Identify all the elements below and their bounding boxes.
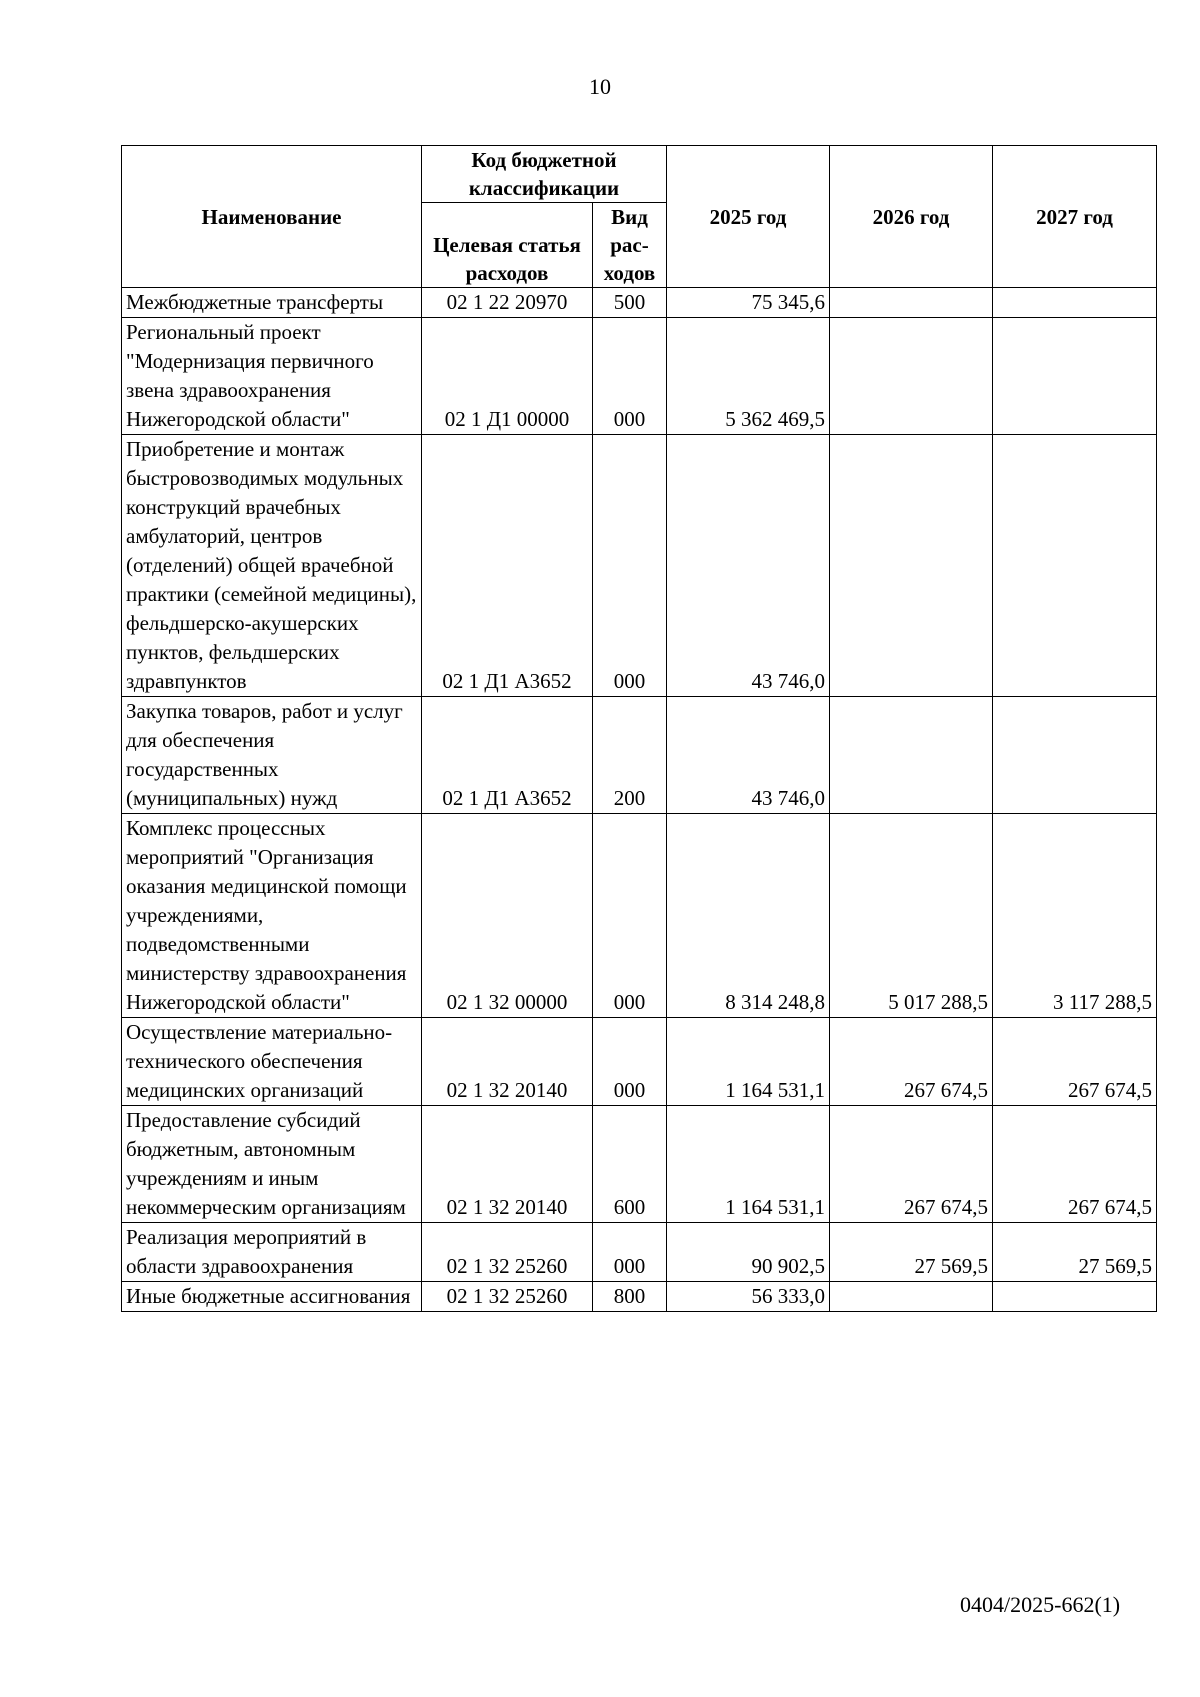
table-row bbox=[122, 1282, 1157, 1312]
budget-table bbox=[121, 145, 1157, 1312]
cell-2026: 5 017 288,5 bbox=[830, 814, 993, 1018]
cell-target-article: 02 1 Д1 А3652 bbox=[422, 435, 593, 697]
table-body bbox=[122, 288, 1157, 1312]
cell-expense-kind: 600 bbox=[593, 1106, 667, 1223]
cell-target-article: 02 1 32 00000 bbox=[422, 814, 593, 1018]
cell-name: Предоставление субсидий бюджетным, автономным учреждениям и иным некоммерческим организациям bbox=[122, 1106, 422, 1223]
table-row bbox=[122, 814, 1157, 1018]
cell-2027: 3 117 288,5 bbox=[993, 814, 1157, 1018]
cell-name: Закупка товаров, работ и услуг для обеспечения государственных (муниципальных) нужд bbox=[122, 697, 422, 814]
cell-name: Межбюджетные трансферты bbox=[122, 288, 422, 318]
cell-2026 bbox=[830, 318, 993, 435]
cell-2026: 27 569,5 bbox=[830, 1223, 993, 1282]
header-2026: 2026 год bbox=[830, 146, 993, 288]
header-code-group: Код бюджетной классификации bbox=[422, 146, 667, 203]
cell-2025: 1 164 531,1 bbox=[667, 1106, 830, 1223]
table-row bbox=[122, 1223, 1157, 1282]
cell-2025: 1 164 531,1 bbox=[667, 1018, 830, 1106]
cell-2026 bbox=[830, 697, 993, 814]
cell-2027: 27 569,5 bbox=[993, 1223, 1157, 1282]
table-row bbox=[122, 697, 1157, 814]
cell-expense-kind: 200 bbox=[593, 697, 667, 814]
cell-expense-kind: 000 bbox=[593, 435, 667, 697]
cell-expense-kind: 000 bbox=[593, 318, 667, 435]
cell-2025: 90 902,5 bbox=[667, 1223, 830, 1282]
document-number: 0404/2025-662(1) bbox=[960, 1592, 1121, 1617]
cell-name: Приобретение и монтаж быстровозводимых модульных конструкций врачебных амбулаторий, центров (отделений) общей врачебной практики (семейной медицины), фельдшерско-акушерских пунктов, фельдшерских здравпунктов bbox=[122, 435, 422, 697]
header-2025: 2025 год bbox=[667, 146, 830, 288]
page-number: 10 bbox=[589, 74, 611, 99]
cell-target-article: 02 1 22 20970 bbox=[422, 288, 593, 318]
cell-2027 bbox=[993, 318, 1157, 435]
cell-2027 bbox=[993, 697, 1157, 814]
cell-name: Региональный проект "Модернизация первичного звена здравоохранения Нижегородской области" bbox=[122, 318, 422, 435]
cell-target-article: 02 1 Д1 00000 bbox=[422, 318, 593, 435]
cell-target-article: 02 1 32 25260 bbox=[422, 1282, 593, 1312]
header-expense-kind: Вид рас-ходов bbox=[593, 203, 667, 288]
table-row bbox=[122, 318, 1157, 435]
header-target-article: Целевая статья расходов bbox=[422, 203, 593, 288]
table-row bbox=[122, 1018, 1157, 1106]
cell-2025: 43 746,0 bbox=[667, 697, 830, 814]
cell-expense-kind: 000 bbox=[593, 1223, 667, 1282]
cell-target-article: 02 1 32 20140 bbox=[422, 1018, 593, 1106]
cell-target-article: 02 1 32 25260 bbox=[422, 1223, 593, 1282]
cell-2027: 267 674,5 bbox=[993, 1106, 1157, 1223]
cell-2027 bbox=[993, 1282, 1157, 1312]
cell-expense-kind: 000 bbox=[593, 814, 667, 1018]
cell-expense-kind: 800 bbox=[593, 1282, 667, 1312]
header-2027: 2027 год bbox=[993, 146, 1157, 288]
cell-2026 bbox=[830, 435, 993, 697]
cell-2025: 8 314 248,8 bbox=[667, 814, 830, 1018]
cell-expense-kind: 500 bbox=[593, 288, 667, 318]
cell-2025: 75 345,6 bbox=[667, 288, 830, 318]
cell-2026: 267 674,5 bbox=[830, 1018, 993, 1106]
table-row bbox=[122, 288, 1157, 318]
header-row-top bbox=[122, 146, 1157, 203]
cell-name: Иные бюджетные ассигнования bbox=[122, 1282, 422, 1312]
table-row bbox=[122, 1106, 1157, 1223]
cell-2027: 267 674,5 bbox=[993, 1018, 1157, 1106]
cell-2026 bbox=[830, 1282, 993, 1312]
cell-2027 bbox=[993, 435, 1157, 697]
cell-name: Реализация мероприятий в области здравоохранения bbox=[122, 1223, 422, 1282]
cell-name: Комплекс процессных мероприятий "Организация оказания медицинской помощи учреждениями, подведомственными министерству здравоохранения Нижегородской области" bbox=[122, 814, 422, 1018]
cell-2026: 267 674,5 bbox=[830, 1106, 993, 1223]
header-name: Наименование bbox=[122, 146, 422, 288]
cell-2027 bbox=[993, 288, 1157, 318]
cell-name: Осуществление материально-технического обеспечения медицинских организаций bbox=[122, 1018, 422, 1106]
cell-2026 bbox=[830, 288, 993, 318]
cell-target-article: 02 1 32 20140 bbox=[422, 1106, 593, 1223]
cell-expense-kind: 000 bbox=[593, 1018, 667, 1106]
cell-2025: 43 746,0 bbox=[667, 435, 830, 697]
cell-target-article: 02 1 Д1 А3652 bbox=[422, 697, 593, 814]
cell-2025: 5 362 469,5 bbox=[667, 318, 830, 435]
cell-2025: 56 333,0 bbox=[667, 1282, 830, 1312]
table-row bbox=[122, 435, 1157, 697]
